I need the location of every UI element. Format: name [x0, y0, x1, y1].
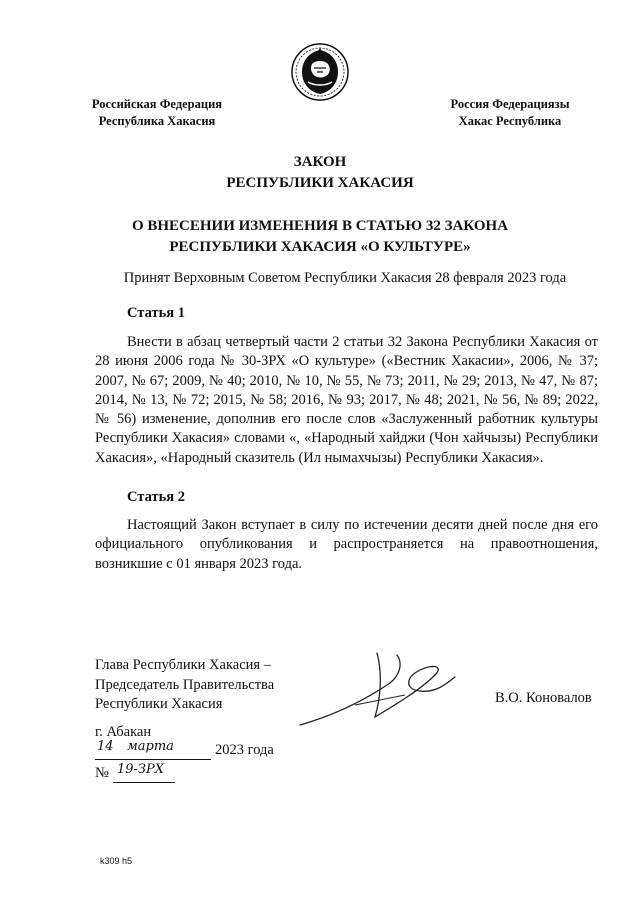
article-1-text: Внести в абзац четвертый части 2 статьи 32 Закона Республики Хакасия от 28 июня 2006 года № 30-ЗРХ «О культуре» («Вестник Хакасии», 2006, № 37; 2007, № 67; 2009, № 40; 2010, № 10, № 55, № 73; 2011, № 29; 2013, № 47, № 87; 2014, № 13, № 72; 2015, № 58; 2016, № 93; 2017, № 48; 2021, № 56, № 89; 2022, № 56) изменение, дополнив его после слов «Заслуженный работник культуры Республики Хакасия» словами «, «Народный хайджи (Чон хайчызы) Республики Хакасия», «Народный сказитель (Ил нымахчызы) Республики Хакасия». — [95, 334, 598, 466]
date-underline — [95, 759, 211, 760]
signer-name: В.О. Коновалов — [495, 690, 592, 706]
header-right — [440, 96, 580, 130]
signing-date — [95, 739, 295, 762]
adopted-line: Принят Верховным Советом Республики Хакасия 28 февраля 2023 года — [123, 270, 567, 286]
handwritten-signature — [295, 645, 465, 730]
subject-line-2: РЕСПУБЛИКИ ХАКАСИЯ «О КУЛЬТУРЕ» — [169, 239, 471, 255]
position-line-3: Республики Хакасия — [95, 696, 223, 712]
article-1-heading: Статья 1 — [127, 305, 185, 321]
number-prefix: № — [95, 765, 109, 781]
date-month: марта — [127, 739, 174, 754]
footer-code: k309 h5 — [100, 856, 133, 866]
header-right-country: Россия Федерациязы — [450, 97, 570, 111]
header-left-republic: Республика Хакасия — [98, 114, 216, 128]
number-value: 19-ЗРХ — [117, 762, 165, 777]
date-year: 2023 года — [215, 742, 274, 758]
header-right-republic: Хакас Республика — [458, 114, 562, 128]
coat-of-arms-emblem — [290, 42, 350, 102]
position-line-2: Председатель Правительства — [95, 676, 275, 693]
title-law: ЗАКОН — [293, 154, 347, 170]
header-left — [82, 96, 232, 130]
title-republic: РЕСПУБЛИКИ ХАКАСИЯ — [226, 175, 414, 191]
position-line-1: Глава Республики Хакасия – — [95, 657, 271, 673]
article-2-body — [95, 516, 598, 574]
document-title — [0, 152, 640, 194]
header-left-country: Российская Федерация — [91, 97, 223, 111]
article-2-heading: Статья 2 — [127, 489, 185, 505]
document-subject — [0, 216, 640, 258]
city: г. Абакан — [95, 724, 152, 740]
article-2-text: Настоящий Закон вступает в силу по истечении десяти дней после дня его официального опубликования и распространяется на правоотношения, возникшие с 01 января 2023 года. — [95, 517, 598, 572]
date-day: 14 — [97, 739, 114, 754]
subject-line-1: О ВНЕСЕНИИ ИЗМЕНЕНИЯ В СТАТЬЮ 32 ЗАКОНА — [131, 218, 509, 234]
law-number — [95, 762, 215, 785]
signatory-position — [95, 656, 274, 715]
number-underline — [113, 782, 175, 783]
article-1-body — [95, 333, 598, 468]
